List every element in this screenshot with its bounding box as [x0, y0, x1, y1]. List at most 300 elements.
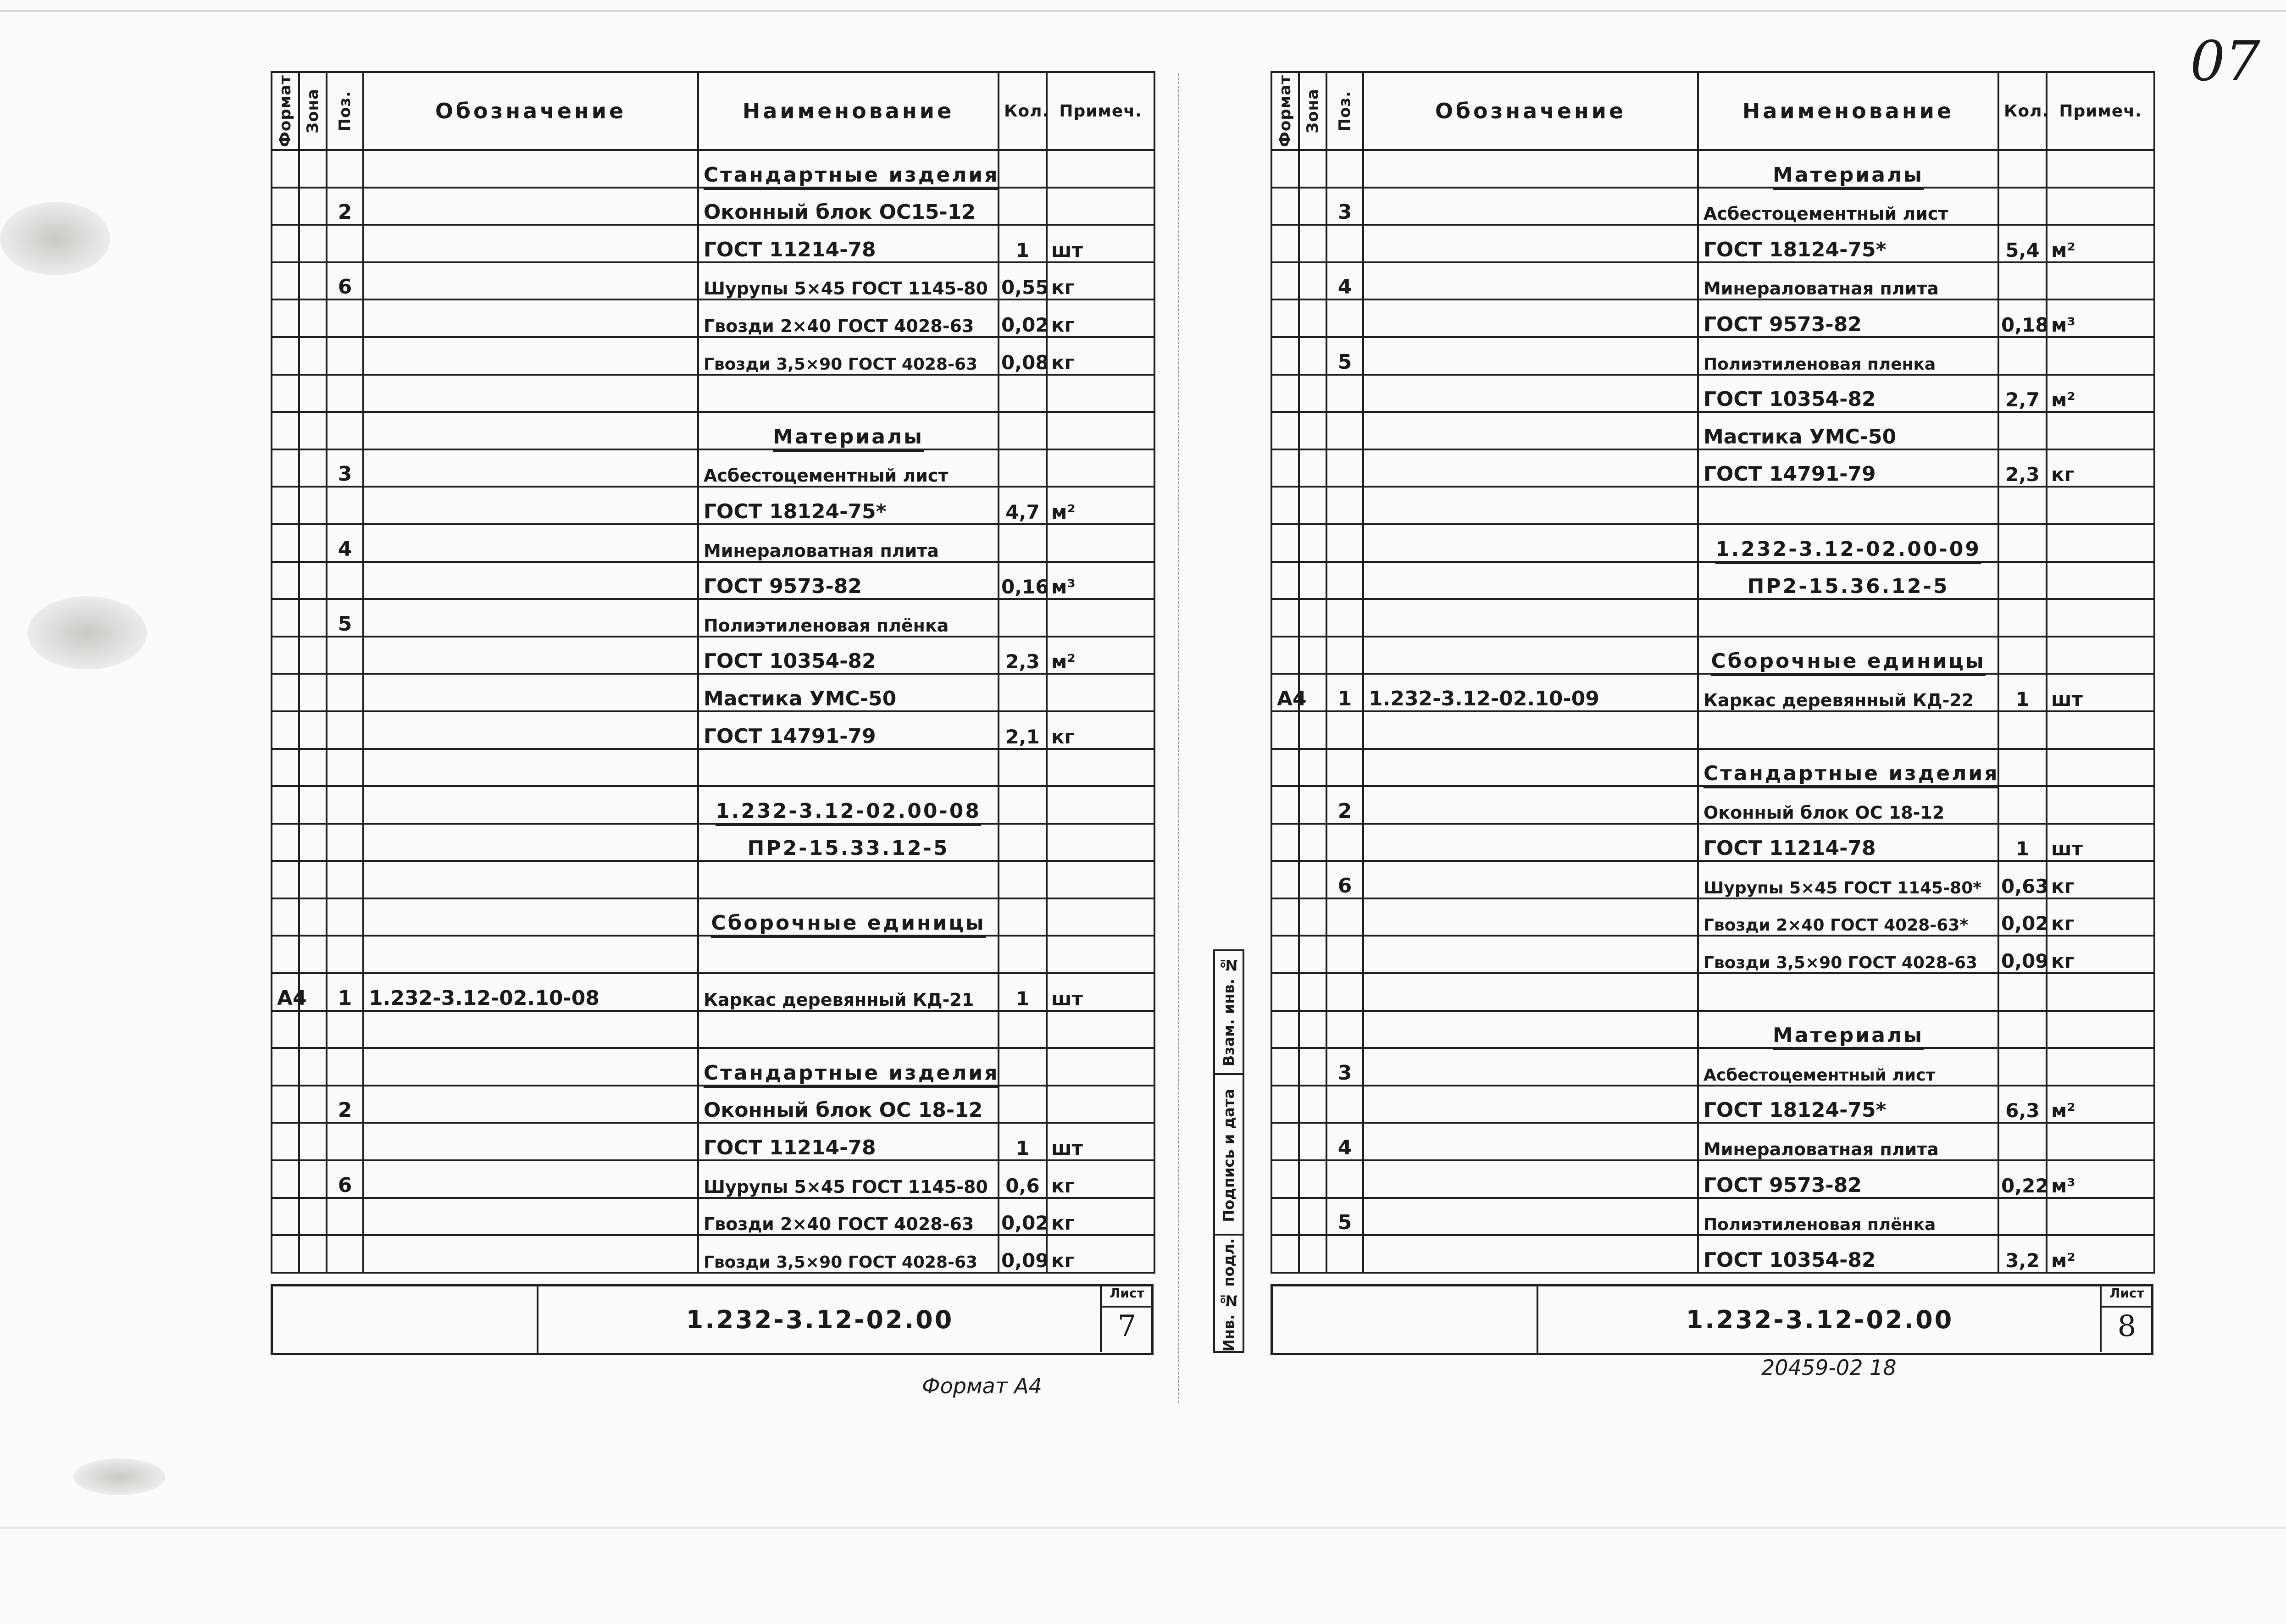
section-heading: Материалы: [1773, 1024, 1924, 1050]
cell-note: [1047, 449, 1154, 487]
cell-qty: [999, 412, 1047, 449]
cell-note: кг: [1047, 1198, 1154, 1236]
scan-speckle: [0, 202, 110, 275]
spec-row: [272, 898, 1154, 936]
cell-pos: [327, 786, 363, 824]
cell-qty: [1998, 973, 2047, 1011]
cell-note: [2047, 412, 2154, 449]
cell-name: Оконный блок ОС 18-12: [1698, 786, 1998, 824]
cell-designation: [1363, 524, 1698, 562]
cell-name: [698, 786, 999, 824]
cell-zone: [299, 786, 327, 824]
col-qty-header: Кол.: [999, 72, 1047, 150]
cell-format: [1271, 1198, 1299, 1236]
cell-format: [272, 936, 299, 973]
vzam-inv-cell: Взам. инв. №: [1220, 956, 1237, 1067]
cell-note: м²: [2047, 1086, 2154, 1123]
cell-pos: [327, 337, 363, 375]
cell-qty: 0,08: [999, 337, 1047, 375]
col-format-header: Формат: [1271, 72, 1299, 150]
doc-code: 1.232-3.12-02.00: [1686, 1305, 1954, 1334]
cell-designation: [363, 1235, 698, 1273]
cell-pos: [327, 299, 363, 337]
cell-qty: 4,7: [999, 487, 1047, 524]
cell-qty: 2,7: [1998, 375, 2047, 412]
cell-qty: [1998, 786, 2047, 824]
cell-format: [272, 337, 299, 375]
cell-pos: 2: [327, 188, 363, 225]
cell-designation: [1363, 375, 1698, 412]
cell-pos: [1326, 1086, 1363, 1123]
cell-zone: [299, 1011, 327, 1048]
cell-pos: 1: [1326, 674, 1363, 711]
cell-note: [1047, 188, 1154, 225]
cell-format: [1271, 599, 1299, 637]
cell-qty: 1: [999, 1123, 1047, 1160]
cell-pos: 4: [1326, 1123, 1363, 1160]
cell-qty: [999, 749, 1047, 787]
inv-podl-cell: Инв. № подл.: [1215, 1234, 1243, 1355]
cell-name: Гвозди 2×40 ГОСТ 4028-63*: [1698, 898, 1998, 936]
cell-name: Шурупы 5×45 ГОСТ 1145-80: [698, 262, 999, 300]
spec-row: [272, 973, 1154, 1011]
cell-name: Полиэтиленовая плёнка: [698, 599, 999, 637]
spec-row: [272, 786, 1154, 824]
cell-zone: [299, 487, 327, 524]
spec-row: [1271, 1086, 2154, 1123]
cell-designation: [1363, 412, 1698, 449]
cell-zone: [1299, 375, 1326, 412]
cell-designation: [363, 824, 698, 861]
cell-pos: [327, 861, 363, 898]
cell-designation: [1363, 637, 1698, 674]
cell-qty: 5,4: [1998, 225, 2047, 262]
cell-zone: [1299, 1160, 1326, 1198]
sheet-label: Лист: [2102, 1286, 2152, 1308]
cell-designation: [363, 375, 698, 412]
cell-format: [272, 449, 299, 487]
cell-qty: 0,6: [999, 1160, 1047, 1198]
cell-note: [2047, 973, 2154, 1011]
cell-note: [1047, 599, 1154, 637]
cell-name: ГОСТ 9573-82: [698, 562, 999, 599]
cell-note: шт: [2047, 824, 2154, 861]
cell-zone: [299, 1235, 327, 1273]
cell-note: [2047, 487, 2154, 524]
cell-zone: [299, 188, 327, 225]
col-note-header: Примеч.: [2047, 72, 2154, 150]
cell-qty: 1: [1998, 824, 2047, 861]
spec-row: [1271, 786, 2154, 824]
cell-format: [272, 262, 299, 300]
cell-qty: 0,55: [999, 262, 1047, 300]
cell-qty: 0,09: [1998, 936, 2047, 973]
cell-qty: [999, 824, 1047, 861]
cell-note: кг: [2047, 898, 2154, 936]
cell-zone: [299, 524, 327, 562]
cell-qty: [999, 599, 1047, 637]
cell-pos: [327, 674, 363, 711]
cell-format: [272, 150, 299, 188]
cell-pos: [1326, 562, 1363, 599]
cell-note: м²: [1047, 487, 1154, 524]
cell-note: шт: [1047, 1123, 1154, 1160]
cell-zone: [1299, 1235, 1326, 1273]
spec-row: [272, 487, 1154, 524]
spec-row: [272, 749, 1154, 787]
cell-designation: [1363, 262, 1698, 300]
cell-format: [1271, 524, 1299, 562]
cell-format: [272, 225, 299, 262]
cell-zone: [1299, 1198, 1326, 1236]
cell-format: [272, 637, 299, 674]
spec-row: [1271, 412, 2154, 449]
spec-row: [272, 299, 1154, 337]
archive-number: 20459-02 18: [1761, 1355, 1897, 1380]
cell-qty: [1998, 487, 2047, 524]
cell-note: [1047, 375, 1154, 412]
cell-zone: [299, 1160, 327, 1198]
cell-zone: [299, 637, 327, 674]
cell-note: кг: [2047, 449, 2154, 487]
cell-pos: 1: [327, 973, 363, 1011]
cell-format: [1271, 1011, 1299, 1048]
cell-zone: [1299, 1123, 1326, 1160]
cell-designation: [1363, 1086, 1698, 1123]
cell-note: [1047, 824, 1154, 861]
spec-row: [272, 599, 1154, 637]
cell-format: [272, 412, 299, 449]
cell-pos: [1326, 449, 1363, 487]
cell-qty: [999, 524, 1047, 562]
col-name-header: Наименование: [698, 72, 999, 150]
cell-name: [698, 898, 999, 936]
cell-zone: [299, 225, 327, 262]
spec-row: [1271, 711, 2154, 749]
cell-name: ПР2-15.33.12-5: [698, 824, 999, 861]
cell-note: [2047, 562, 2154, 599]
cell-name: [698, 749, 999, 787]
sheet-label: Лист: [1102, 1286, 1152, 1308]
cell-designation: [1363, 188, 1698, 225]
cell-name: [698, 1011, 999, 1048]
cell-name: [698, 861, 999, 898]
cell-note: [1047, 898, 1154, 936]
cell-format: [1271, 637, 1299, 674]
spec-row: [272, 188, 1154, 225]
cell-note: [1047, 1011, 1154, 1048]
cell-pos: [1326, 299, 1363, 337]
spec-row: [272, 262, 1154, 300]
cell-qty: [1998, 1123, 2047, 1160]
cell-format: [272, 1235, 299, 1273]
cell-format: А4: [1271, 674, 1299, 711]
cell-pos: [1326, 898, 1363, 936]
cell-name: [1698, 150, 1998, 188]
cell-format: [1271, 1235, 1299, 1273]
cell-pos: [327, 562, 363, 599]
cell-qty: [1998, 262, 2047, 300]
cell-name: Минераловатная плита: [1698, 262, 1998, 300]
cell-zone: [299, 449, 327, 487]
cell-designation: [363, 1160, 698, 1198]
cell-qty: [1998, 711, 2047, 749]
cell-pos: 4: [1326, 262, 1363, 300]
cell-zone: [1299, 188, 1326, 225]
cell-qty: [1998, 188, 2047, 225]
cell-zone: [299, 375, 327, 412]
cell-designation: [363, 861, 698, 898]
cell-format: [272, 824, 299, 861]
cell-qty: 0,22: [1998, 1160, 2047, 1198]
cell-zone: [1299, 562, 1326, 599]
cell-pos: 6: [327, 1160, 363, 1198]
cell-format: [272, 375, 299, 412]
cell-qty: [999, 1048, 1047, 1086]
cell-zone: [299, 1048, 327, 1086]
cell-format: [272, 299, 299, 337]
col-zone-header: Зона: [1299, 72, 1326, 150]
cell-note: м³: [2047, 299, 2154, 337]
cell-qty: [999, 449, 1047, 487]
cell-designation: [1363, 1011, 1698, 1048]
cell-designation: [1363, 1048, 1698, 1086]
cell-name: ГОСТ 14791-79: [1698, 449, 1998, 487]
cell-note: шт: [2047, 674, 2154, 711]
cell-zone: [299, 1123, 327, 1160]
scan-speckle: [28, 596, 147, 670]
cell-pos: [1326, 150, 1363, 188]
sheet-number: 8: [2117, 1309, 2136, 1343]
cell-designation: [363, 1123, 698, 1160]
cell-note: кг: [1047, 711, 1154, 749]
cell-note: кг: [1047, 299, 1154, 337]
cell-format: [272, 599, 299, 637]
cell-qty: 2,3: [999, 637, 1047, 674]
cell-note: [1047, 150, 1154, 188]
cell-format: [1271, 1160, 1299, 1198]
cell-designation: [1363, 1160, 1698, 1198]
cell-name: [1698, 711, 1998, 749]
cell-pos: 2: [327, 1086, 363, 1123]
spec-row: [272, 1198, 1154, 1236]
cell-designation: [363, 524, 698, 562]
cell-designation: 1.232-3.12-02.10-09: [1363, 674, 1698, 711]
cell-note: м²: [2047, 1235, 2154, 1273]
spec-row: [272, 524, 1154, 562]
cell-zone: [1299, 524, 1326, 562]
cell-designation: [1363, 337, 1698, 375]
section-heading: 1.232-3.12-02.00-08: [716, 799, 981, 826]
cell-designation: [363, 412, 698, 449]
cell-pos: 6: [327, 262, 363, 300]
cell-pos: 2: [1326, 786, 1363, 824]
cell-designation: [363, 711, 698, 749]
cell-note: [2047, 1048, 2154, 1086]
cell-note: [2047, 1198, 2154, 1236]
cell-zone: [1299, 1048, 1326, 1086]
cell-zone: [299, 824, 327, 861]
cell-qty: [1998, 412, 2047, 449]
spec-row: [272, 375, 1154, 412]
cell-note: кг: [1047, 1235, 1154, 1273]
section-heading: 1.232-3.12-02.00-09: [1715, 538, 1981, 564]
spec-row: [272, 150, 1154, 188]
col-designation-header: Обозначение: [1363, 72, 1698, 150]
cell-format: [1271, 936, 1299, 973]
cell-format: [1271, 861, 1299, 898]
cell-pos: [327, 898, 363, 936]
cell-zone: [299, 674, 327, 711]
cell-note: [2047, 262, 2154, 300]
cell-designation: [1363, 1123, 1698, 1160]
spec-row: [272, 412, 1154, 449]
cell-pos: [1326, 599, 1363, 637]
section-heading: Сборочные единицы: [711, 911, 985, 938]
cell-format: [272, 1123, 299, 1160]
cell-note: [1047, 936, 1154, 973]
cell-designation: [363, 150, 698, 188]
title-block-sheet-8: [1271, 1284, 2153, 1355]
cell-format: [272, 188, 299, 225]
cell-zone: [299, 337, 327, 375]
cell-designation: [363, 749, 698, 787]
cell-note: [1047, 1086, 1154, 1123]
spec-row: [272, 1086, 1154, 1123]
spec-row: [1271, 637, 2154, 674]
section-heading: Стандартные изделия: [1703, 762, 1999, 788]
cell-note: м²: [2047, 225, 2154, 262]
spec-row: [1271, 299, 2154, 337]
cell-qty: 1: [1998, 674, 2047, 711]
cell-pos: 5: [1326, 1198, 1363, 1236]
cell-zone: [1299, 262, 1326, 300]
col-note-header: Примеч.: [1047, 72, 1154, 150]
cell-qty: [999, 898, 1047, 936]
cell-pos: [327, 1011, 363, 1048]
cell-zone: [1299, 1011, 1326, 1048]
cell-qty: [1998, 1011, 2047, 1048]
cell-name: [1698, 1011, 1998, 1048]
spec-row: [272, 449, 1154, 487]
cell-qty: 0,16: [999, 562, 1047, 599]
col-pos-header: Поз.: [327, 72, 363, 150]
cell-pos: 3: [1326, 1048, 1363, 1086]
cell-name: ГОСТ 9573-82: [1698, 1160, 1998, 1198]
cell-designation: 1.232-3.12-02.10-08: [363, 973, 698, 1011]
cell-name: Полиэтиленовая плёнка: [1698, 1198, 1998, 1236]
cell-name: [698, 150, 999, 188]
cell-format: [1271, 375, 1299, 412]
col-pos-header: Поз.: [1326, 72, 1363, 150]
cell-qty: 0,09: [999, 1235, 1047, 1273]
cell-note: шт: [1047, 973, 1154, 1011]
cell-note: шт: [1047, 225, 1154, 262]
cell-pos: [1326, 711, 1363, 749]
cell-zone: [299, 150, 327, 188]
cell-pos: [1326, 824, 1363, 861]
cell-note: кг: [2047, 861, 2154, 898]
spec-row: [272, 936, 1154, 973]
spec-row: [272, 1123, 1154, 1160]
spec-row: [1271, 674, 2154, 711]
cell-designation: [1363, 786, 1698, 824]
cell-designation: [363, 1198, 698, 1236]
cell-name: Мастика УМС-50: [698, 674, 999, 711]
cell-zone: [1299, 711, 1326, 749]
cell-pos: [327, 711, 363, 749]
cell-pos: [1326, 973, 1363, 1011]
cell-pos: [327, 637, 363, 674]
spec-row: [272, 562, 1154, 599]
cell-format: [1271, 562, 1299, 599]
cell-zone: [299, 861, 327, 898]
cell-format: [272, 487, 299, 524]
cell-zone: [299, 262, 327, 300]
cell-name: ГОСТ 18124-75*: [1698, 1086, 1998, 1123]
cell-designation: [363, 786, 698, 824]
cell-pos: 3: [327, 449, 363, 487]
cell-name: ГОСТ 11214-78: [1698, 824, 1998, 861]
spec-row: [1271, 1123, 2154, 1160]
cell-qty: [1998, 749, 2047, 787]
cell-format: [1271, 150, 1299, 188]
cell-designation: [1363, 936, 1698, 973]
cell-name: Асбестоцементный лист: [1698, 1048, 1998, 1086]
cell-zone: [299, 562, 327, 599]
cell-name: Шурупы 5×45 ГОСТ 1145-80: [698, 1160, 999, 1198]
cell-note: [2047, 1011, 2154, 1048]
format-footnote: Формат А4: [922, 1374, 1042, 1398]
spec-row: [1271, 898, 2154, 936]
cell-name: Оконный блок ОС 18-12: [698, 1086, 999, 1123]
cell-qty: [1998, 637, 2047, 674]
cell-name: [698, 375, 999, 412]
cell-format: [1271, 299, 1299, 337]
spec-row: [1271, 188, 2154, 225]
cell-pos: [327, 1198, 363, 1236]
cell-qty: 0,63: [1998, 861, 2047, 898]
cell-zone: [1299, 786, 1326, 824]
cell-designation: [1363, 487, 1698, 524]
spec-row: [1271, 150, 2154, 188]
spec-row: [1271, 1235, 2154, 1273]
cell-note: [1047, 524, 1154, 562]
cell-name: Минераловатная плита: [1698, 1123, 1998, 1160]
sheet-number: 7: [1117, 1309, 1137, 1343]
spec-row: [1271, 973, 2154, 1011]
col-designation-header: Обозначение: [363, 72, 698, 150]
spec-row: [272, 1011, 1154, 1048]
cell-designation: [363, 1011, 698, 1048]
cell-pos: [1326, 637, 1363, 674]
cell-format: [1271, 337, 1299, 375]
cell-pos: [1326, 1160, 1363, 1198]
col-qty-header: Кол.: [1998, 72, 2047, 150]
cell-zone: [1299, 337, 1326, 375]
cell-format: [272, 786, 299, 824]
cell-format: [272, 749, 299, 787]
cell-zone: [299, 1198, 327, 1236]
spec-row: [1271, 562, 2154, 599]
cell-zone: [1299, 487, 1326, 524]
cell-name: Асбестоцементный лист: [698, 449, 999, 487]
cell-format: [1271, 898, 1299, 936]
cell-name: ГОСТ 11214-78: [698, 225, 999, 262]
cell-pos: [327, 150, 363, 188]
cell-pos: [1326, 1011, 1363, 1048]
cell-name: Оконный блок ОС15-12: [698, 188, 999, 225]
